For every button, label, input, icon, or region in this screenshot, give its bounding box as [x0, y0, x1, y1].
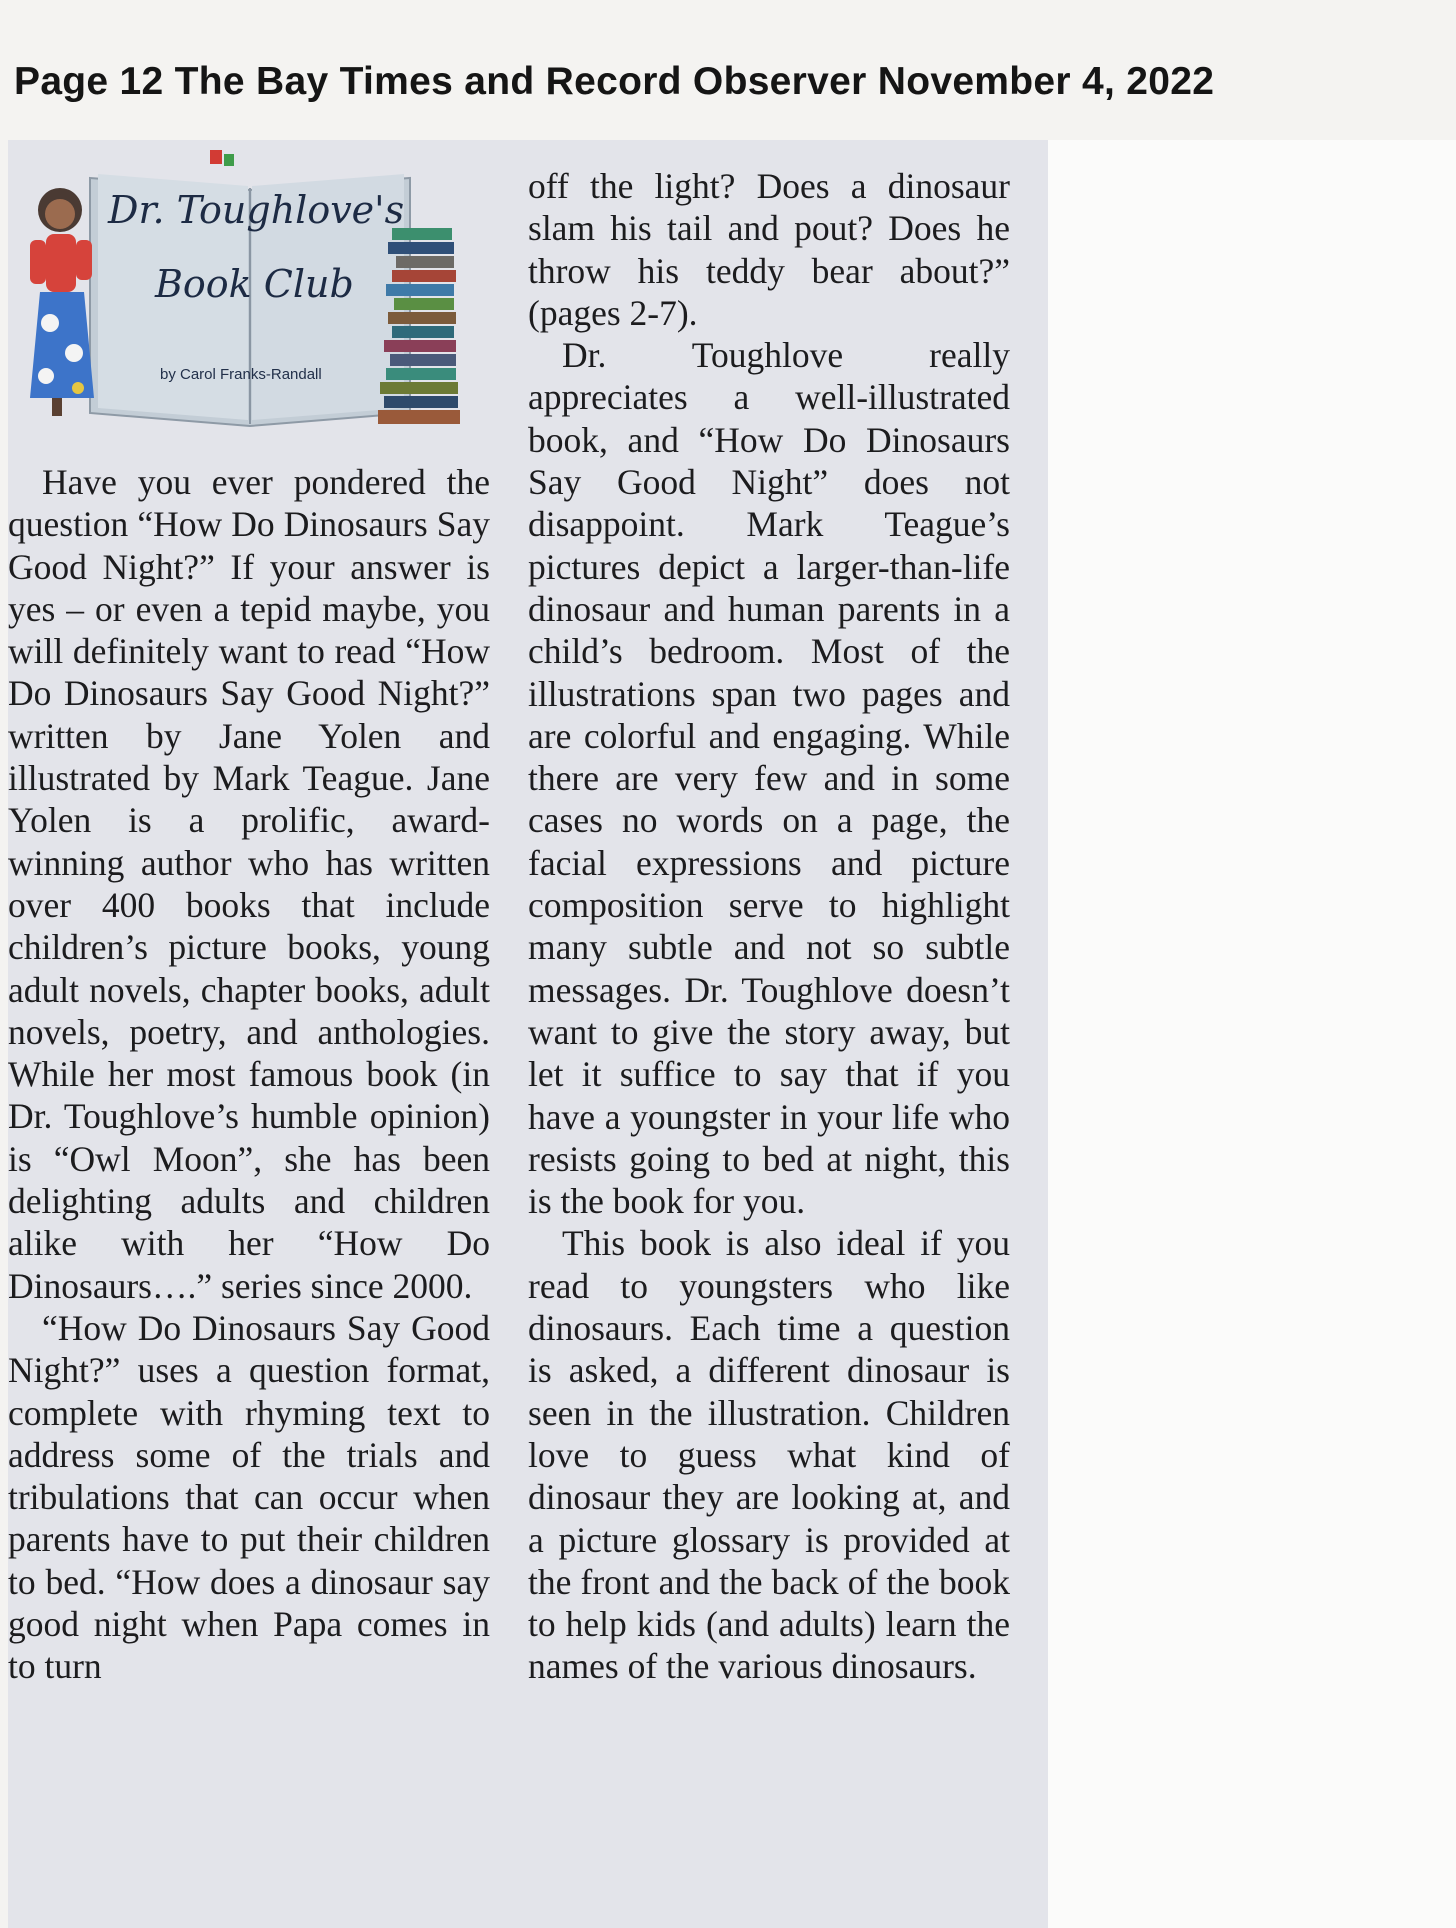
masthead: Page 12 The Bay Times and Record Observer November 4, 2022 [14, 60, 1215, 103]
bookmark-icon [210, 150, 222, 164]
column-left [8, 461, 490, 1688]
woman-figure-icon [30, 188, 94, 416]
paragraph: off the light? Does a dinosaur slam his tail and pout? Does he throw his teddy bear about?” (pages 2-7). [528, 166, 1010, 333]
paragraph: “How Do Dinosaurs Say Good Night?” uses a question format, complete with rhyming text to address some of the trials and tribulations that can occur when parents have to put their children to bed. “How does a dinosaur say good night when Papa comes in to turn [8, 1307, 490, 1687]
column-right [528, 165, 1010, 1688]
paragraph: Have you ever pondered the question “How Do Dinosaurs Say Good Night?” If your answer is yes – or even a tepid maybe, you will definitely want to read “How Do Dinosaurs Say Good Night?” written by Jane Yolen and illustrated by Mark Teague. Jane Yolen is a prolific, award-winning author who has written over 400 books that include children’s picture books, young adult novels, chapter books, adult novels, poetry, and anthologies. While her most famous book (in Dr. Toughlove’s humble opinion) is “Owl Moon”, she has been delighting adults and children alike with her “How Do Dinosaurs….” series since 2000. [8, 462, 490, 1306]
logo-title-line1: Dr. Toughlove's [108, 188, 405, 232]
column-logo [20, 148, 490, 438]
logo-byline: by Carol Franks-Randall [160, 366, 322, 383]
logo-title-line2: Book Club [155, 262, 354, 306]
paragraph: This book is also ideal if you read to youngsters who like dinosaurs. Each time a question is asked, a different dinosaur is seen in the illustration. Children love to guess what kind of dinosaur they are looking at, and a picture glossary is provided at the front and the back of the book to help kids (and adults) learn the names of the various dinosaurs. [528, 1223, 1010, 1687]
paragraph: Dr. Toughlove really appreciates a well-illustrated book, and “How Do Dinosaurs Say Good Night” does not disappoint. Mark Teague’s pictures depict a larger-than-life dinosaur and human parents in a child’s bedroom. Most of the illustrations span two pages and are colorful and engaging. While there are very few and in some cases no words on a page, the facial expressions and picture composition serve to highlight many subtle and not so subtle messages. Dr. Toughlove doesn’t want to give the story away, but let it suffice to say that if you have a youngster in your life who resists going to bed at night, this is the book for you. [528, 335, 1010, 1222]
blank-margin [1048, 140, 1456, 1928]
